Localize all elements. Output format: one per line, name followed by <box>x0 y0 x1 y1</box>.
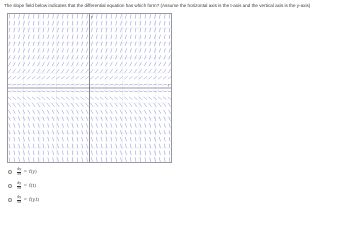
fraction-denominator: dt <box>17 199 21 204</box>
radio-button[interactable] <box>8 184 12 188</box>
t-axis-label: t <box>168 83 169 88</box>
fraction-numerator: dy <box>17 167 22 172</box>
slope-field-plot <box>7 13 172 163</box>
equals-sign: = <box>23 197 28 203</box>
equals-sign: = <box>23 169 28 175</box>
radio-button[interactable] <box>8 170 12 174</box>
fraction-numerator: dy <box>17 195 22 200</box>
choice-f-of-y-t[interactable] <box>8 193 39 207</box>
choice-rhs: f(y,t) <box>29 197 40 203</box>
derivative-fraction <box>17 168 21 176</box>
fraction-denominator: dt <box>17 171 21 176</box>
derivative-fraction <box>17 182 21 190</box>
choice-f-of-t[interactable] <box>8 179 39 193</box>
derivative-fraction <box>17 196 21 204</box>
fraction-denominator: dt <box>17 185 21 190</box>
choice-rhs: f(y) <box>29 169 37 175</box>
equals-sign: = <box>23 183 28 189</box>
fraction-numerator: dy <box>17 181 22 186</box>
answer-choices <box>8 165 39 207</box>
radio-button[interactable] <box>8 198 12 202</box>
question-text: The slope field below indicates that the differential equation has which form? (Assume the horizontal axis is the t-axis and the vertical axis is the y-axis) <box>4 3 311 8</box>
choice-f-of-y[interactable] <box>8 165 39 179</box>
choice-rhs: f(t) <box>29 183 36 189</box>
